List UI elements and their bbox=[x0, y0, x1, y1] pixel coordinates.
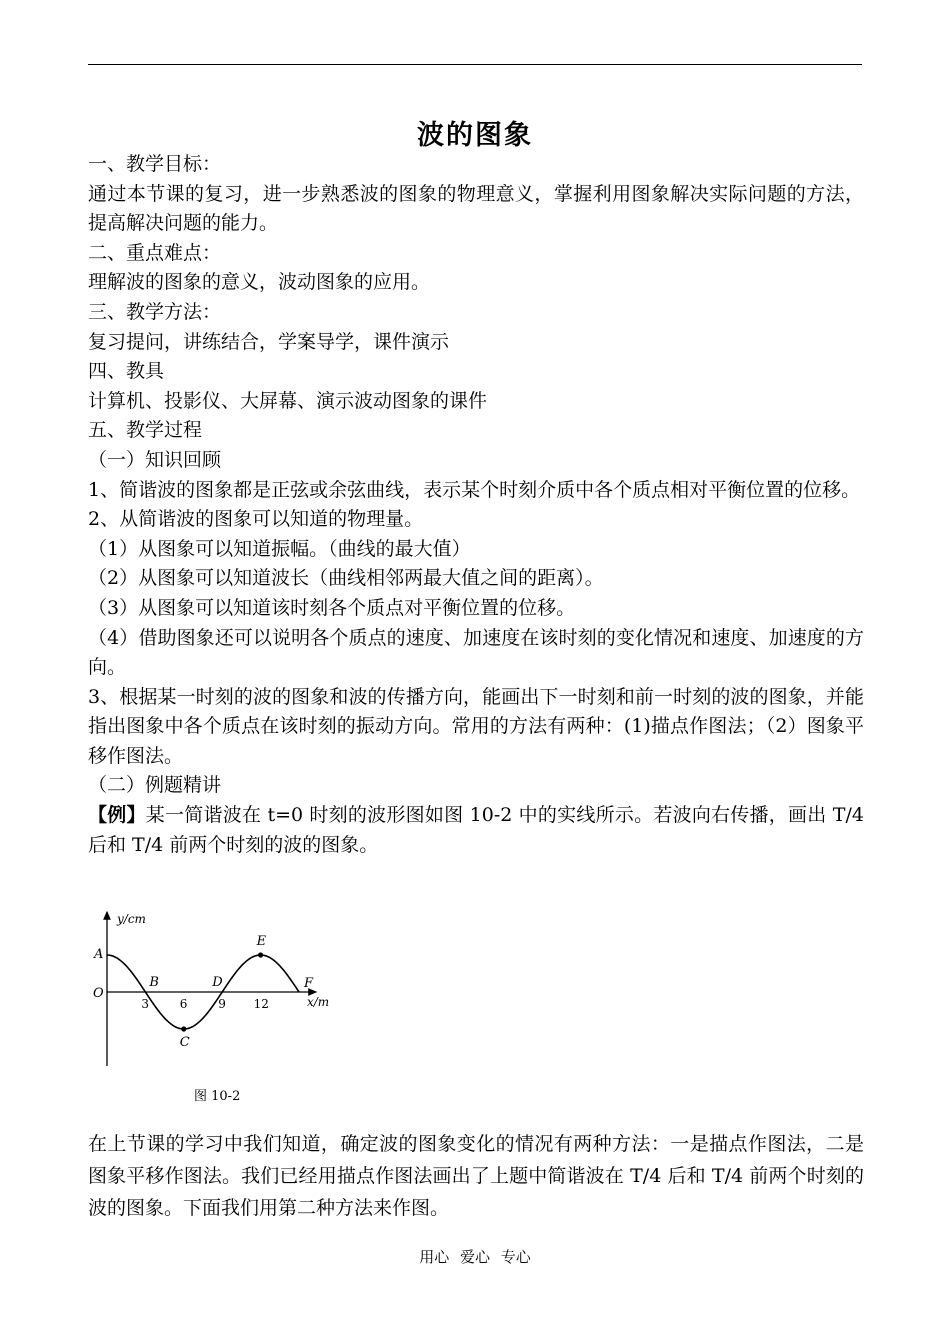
methods-heading: 三、教学方法： bbox=[88, 300, 222, 323]
example-heading: （二）例题精讲 bbox=[88, 774, 222, 797]
x-tick-12: 12 bbox=[253, 997, 269, 1011]
review-sub-4: （4）借助图象还可以说明各个质点的速度、加速度在该时刻的变化情况和速度、加速度的方向。 bbox=[88, 626, 864, 679]
after-figure-paragraph bbox=[88, 1128, 864, 1224]
point-label-b: B bbox=[149, 975, 159, 990]
point-label-a: A bbox=[94, 947, 104, 962]
review-item-1: 1、简谐波的图象都是正弦或余弦曲线，表示某个时刻介质中各个质点相对平衡位置的位移。 bbox=[88, 478, 861, 501]
tools-text: 计算机、投影仪、大屏幕、演示波动图象的课件 bbox=[88, 389, 488, 412]
document-body bbox=[88, 150, 864, 860]
point-c-dot bbox=[181, 1026, 186, 1031]
key-points-heading: 二、重点难点： bbox=[88, 241, 222, 264]
point-label-e: E bbox=[256, 934, 267, 949]
point-label-f: F bbox=[304, 976, 314, 991]
page-title: 波的图象 bbox=[417, 120, 533, 151]
example-text: 某一简谐波在 t=0 时刻的波形图如图 10-2 中的实线所示。若波向右传播，画出 T/4 后和 T/4 前两个时刻的波的图象。 bbox=[88, 804, 864, 856]
objectives-text: 通过本节课的复习，进一步熟悉波的图象的物理意义，掌握利用图象解决实际问题的方法，提高解决问题的能力。 bbox=[88, 182, 864, 235]
x-tick-6: 6 bbox=[179, 997, 188, 1011]
origin-label: O bbox=[93, 986, 104, 1001]
review-item-3: 3、根据某一时刻的波的图象和波的传播方向，能画出下一时刻和前一时刻的波的图象，并能指出图象中各个质点在该时刻的振动方向。常用的方法有两种：(1)描点作图法；（2）图象平移作图法。 bbox=[88, 685, 864, 767]
process-heading: 五、教学过程 bbox=[88, 419, 203, 442]
x-tick-9: 9 bbox=[218, 997, 226, 1011]
review-item-2: 2、从简谐波的图象可以知道的物理量。 bbox=[88, 508, 424, 531]
review-sub-3: （3）从图象可以知道该时刻各个质点对平衡位置的位移。 bbox=[88, 596, 576, 619]
header-rule bbox=[88, 64, 862, 65]
review-heading: （一）知识回顾 bbox=[88, 448, 222, 471]
y-axis-label: y/cm bbox=[117, 912, 146, 926]
example-problem bbox=[88, 801, 864, 860]
methods-text: 复习提问，讲练结合，学案导学，课件演示 bbox=[88, 330, 450, 353]
point-label-d: D bbox=[212, 975, 223, 990]
review-sub-2: （2）从图象可以知道波长（曲线相邻两最大值之间的距离）。 bbox=[88, 567, 604, 590]
after-figure-text: 在上节课的学习中我们知道，确定波的图象变化的情况有两种方法：一是描点作图法，二是图象平移作图法。我们已经用描点作图法画出了上题中简谐波在 T/4 后和 T/4 前两个时刻的波的图象。下面我们用第二种方法来作图。 bbox=[88, 1133, 864, 1219]
point-e-dot bbox=[258, 952, 263, 957]
page-footer: 用心 爱心 专心 bbox=[419, 1248, 531, 1266]
tools-heading: 四、教具 bbox=[88, 360, 165, 383]
key-points-text: 理解波的图象的意义，波动图象的应用。 bbox=[88, 271, 431, 294]
wave-figure bbox=[88, 906, 348, 1116]
review-sub-1: （1）从图象可以知道振幅。（曲线的最大值） bbox=[88, 537, 471, 560]
wave-chart bbox=[88, 906, 348, 1116]
example-tag: 【例】 bbox=[88, 804, 146, 827]
point-label-c: C bbox=[179, 1035, 190, 1050]
x-tick-3: 3 bbox=[141, 997, 150, 1011]
x-axis-label: x/m bbox=[307, 995, 330, 1009]
figure-caption: 图 10-2 bbox=[194, 1089, 241, 1104]
objectives-heading: 一、教学目标： bbox=[88, 153, 222, 175]
